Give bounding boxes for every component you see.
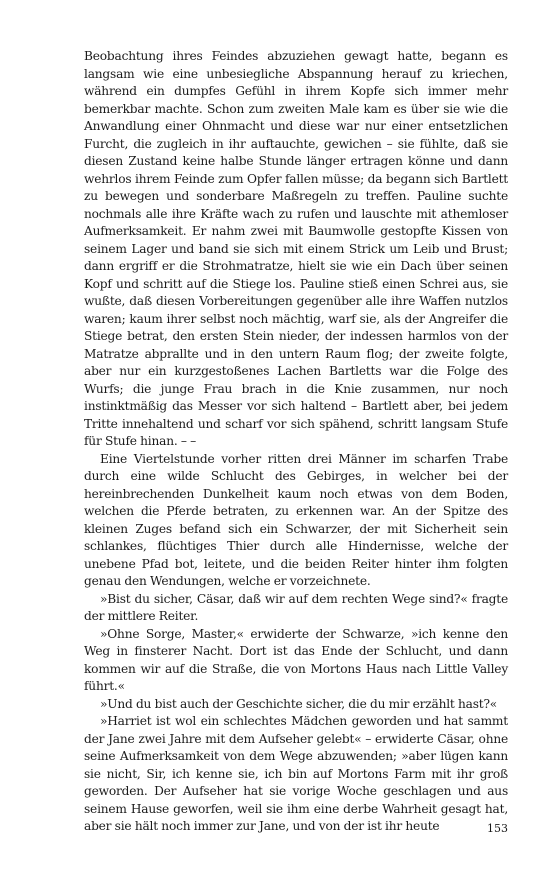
paragraph-dialogue-answer: »Ohne Sorge, Master,« erwiderte der Schwarze, »ich kenne den Weg in finsterer Nacht. Dort ist das Ende der Schlucht, und dann kommen wir auf die Straße, die von Mortons Haus nach Little Valley führt.« bbox=[84, 626, 508, 693]
page-number: 153 bbox=[487, 822, 508, 835]
paragraph-dialogue-harriet: »Harriet ist wol ein schlechtes Mädchen geworden und hat sammt der Jane zwei Jahre mit dem Aufseher gelebt« – erwiderte Cäsar, ohne seine Aufmerksamkeit von dem Wege abzuwenden; »aber lügen kann sie nicht, Sir, ich kenne sie, ich bin auf Mortons Farm mit ihr groß geworden. Der Aufseher hat sie vorige Woche geschlagen und aus seinem Hause geworfen, weil sie ihm eine derbe Wahrheit gesagt hat, aber sie hält noch immer zur Jane, und von der ist ihr heute bbox=[84, 714, 508, 833]
body-text bbox=[84, 48, 508, 836]
paragraph-dialogue-question: »Bist du sicher, Cäsar, daß wir auf dem rechten Wege sind?« fragte der mittlere Reiter. bbox=[84, 591, 508, 623]
paragraph-riders: Eine Viertelstunde vorher ritten drei Männer im scharfen Trabe durch eine wilde Schlucht des Gebirges, in welcher bei der hereinbrechenden Dunkelheit kaum noch etwas von dem Boden, welchen die Pferde betraten, zu erkennen war. An der Spitze des kleinen Zuges befand sich ein Schwarzer, der mit Sicherheit sein schlankes, flüchtiges Thier durch alle Hindernisse, welche der unebene Pfad bot, leitete, und die beiden Reiter hinter ihm folgten genau den Wendungen, welche er vorzeichnete. bbox=[84, 451, 508, 588]
paragraph-continuation: Beobachtung ihres Feindes abzuziehen gewagt hatte, begann es langsam wie eine unbesiegliche Abspannung herauf zu kriechen, während ein dumpfes Gefühl in ihrem Kopfe sich immer mehr bemerkbar machte. Schon zum zweiten Male kam es über sie wie die Anwandlung einer Ohnmacht und diese war nur einer entsetzlichen Furcht, die zugleich in ihr auftauchte, gewichen – sie fühlte, daß sie diesen Zustand keine halbe Stunde länger ertragen könne und dann wehrlos ihrem Feinde zum Opfer fallen müsse; da begann sich Bartlett zu bewegen und sonderbare Maßregeln zu treffen. Pauline suchte nochmals alle ihre Kräfte wach zu rufen und lauschte mit athemloser Aufmerksamkeit. Er nahm zwei mit Baumwolle gestopfte Kissen von seinem Lager und band sie sich mit einem Strick um Leib und Brust; dann ergriff er die Strohmatratze, hielt sie wie ein Dach über seinen Kopf und schritt auf die Stiege los. Pauline stieß einen Schrei aus, sie wußte, daß diesen Vorbereitungen gegenüber alle ihre Waffen nutzlos waren; kaum ihrer selbst noch mächtig, warf sie, als der Angreifer die Stiege betrat, den ersten Stein nieder, der indessen harmlos von der Matratze abprallte und in den untern Raum flog; der zweite folgte, aber nur ein kurzgestoßenes Lachen Bartletts war die Folge des Wurfs; die junge Frau brach in die Knie zusammen, nur noch instinktmäßig das Messer vor sich haltend – Bartlett aber, bei jedem Tritte innehaltend und scharf vor sich spähend, schritt langsam Stufe für Stufe hinan. – – bbox=[84, 49, 508, 448]
paragraph-dialogue-story: »Und du bist auch der Geschichte sicher, die du mir erzählt hast?« bbox=[100, 696, 498, 711]
